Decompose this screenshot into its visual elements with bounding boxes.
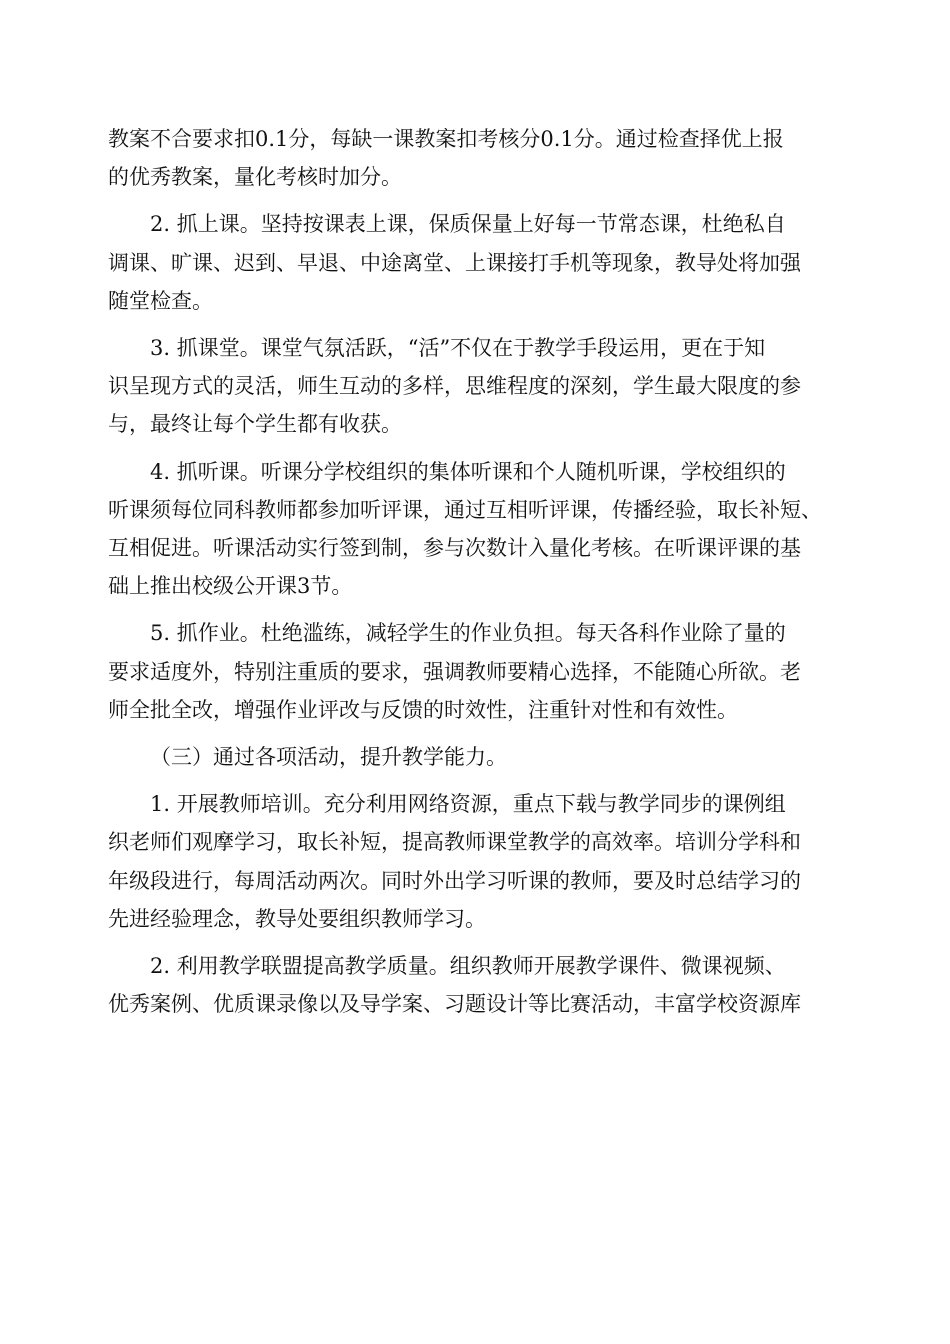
text-line: 4. 抓听课。听课分学校组织的集体听课和个人随机听课，学校组织的 <box>150 459 786 484</box>
paragraph-item-2-class <box>108 205 868 320</box>
text-line: 先进经验理念，教导处要组织教师学习。 <box>108 906 486 931</box>
text-line: （三）通过各项活动，提升教学能力。 <box>150 745 507 770</box>
text-line: 5. 抓作业。杜绝滥练，减轻学生的作业负担。每天各科作业除了量的 <box>150 621 786 646</box>
text-line: 调课、旷课、迟到、早退、中途离堂、上课接打手机等现象，教导处将加强 <box>108 250 801 275</box>
paragraph-lesson-plan-continued <box>108 120 868 196</box>
text-line: 要求适度外，特别注重质的要求，强调教师要精心选择，不能随心所欲。老 <box>108 659 801 684</box>
text-line: 3. 抓课堂。课堂气氛活跃，“活”不仅在于教学手段运用，更在于知 <box>150 336 766 361</box>
text-line: 优秀案例、优质课录像以及导学案、习题设计等比赛活动，丰富学校资源库 <box>108 992 801 1017</box>
document-body <box>108 120 868 1023</box>
paragraph-training-1 <box>108 785 868 938</box>
text-line: 互相促进。听课活动实行签到制，参与次数计入量化考核。在听课评课的基 <box>108 536 801 561</box>
text-line: 的优秀教案，量化考核时加分。 <box>108 165 402 190</box>
paragraph-item-5-homework <box>108 614 868 729</box>
text-line: 年级段进行，每周活动两次。同时外出学习听课的教师，要及时总结学习的 <box>108 868 801 893</box>
paragraph-item-4-observation <box>108 453 868 606</box>
paragraph-alliance-2 <box>108 947 868 1023</box>
text-line: 师全批全改，增强作业评改与反馈的时效性，注重针对性和有效性。 <box>108 697 738 722</box>
text-line: 识呈现方式的灵活，师生互动的多样，思维程度的深刻，学生最大限度的参 <box>108 374 801 399</box>
text-line: 随堂检查。 <box>108 288 213 313</box>
text-line: 1. 开展教师培训。充分利用网络资源，重点下载与教学同步的课例组 <box>150 792 786 817</box>
text-line: 2. 利用教学联盟提高教学质量。组织教师开展教学课件、微课视频、 <box>150 954 786 979</box>
section-heading-3 <box>108 738 868 776</box>
text-line: 教案不合要求扣0.1分，每缺一课教案扣考核分0.1分。通过检查择优上报 <box>108 127 784 151</box>
text-line: 听课须每位同科教师都参加听评课，通过互相听评课，传播经验，取长补短、 <box>108 497 822 522</box>
text-line: 础上推出校级公开课3节。 <box>108 574 353 599</box>
paragraph-item-3-classroom <box>108 329 868 444</box>
text-line: 织老师们观摩学习，取长补短，提高教师课堂教学的高效率。培训分学科和 <box>108 830 801 855</box>
text-line: 2. 抓上课。坚持按课表上课，保质保量上好每一节常态课，杜绝私自 <box>150 212 786 237</box>
text-line: 与，最终让每个学生都有收获。 <box>108 412 402 437</box>
